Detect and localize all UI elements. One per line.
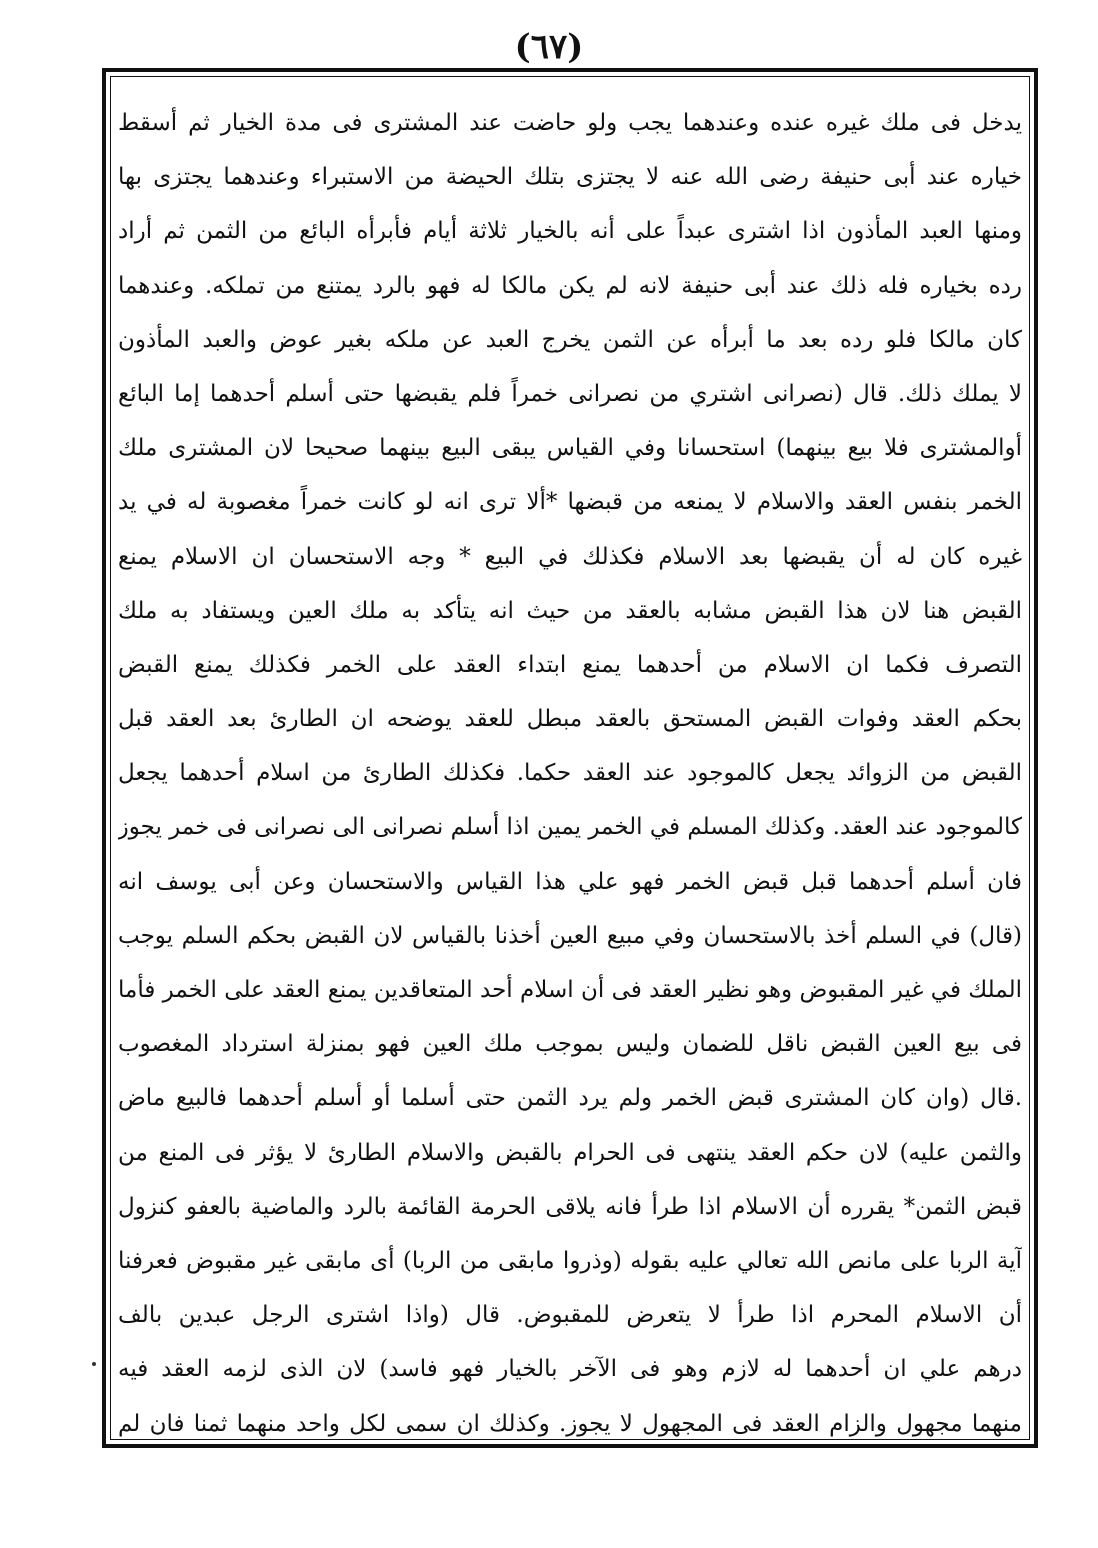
page-number: (٦٧) [514,27,584,67]
text-line: الخمر بنفس العقد والاسلام لا يمنعه من قبضها *ألا ترى انه لو كانت خمراً مغصوبة له في يد [118,489,1022,516]
text-line: (قال) في السلم أخذ بالاستحسان وفي مبيع العين أخذنا بالقياس لان القبض بحكم السلم يوجب [118,922,1022,949]
text-line: يدخل فى ملك غيره عنده وعندهما يجب ولو حاضت عند المشترى فى مدة الخيار ثم أسقط [118,110,1022,136]
text-body [118,96,1022,1437]
text-line: آية الربا على مانص الله تعالي عليه بقوله (وذروا مابقى من الربا) أى مابقى غير مقبوض فعرفنا [118,1247,1022,1274]
text-line: منهما مجهول والزام العقد فى المجهول لا يجوز. وكذلك ان سمى لكل واحد منهما ثمنا فان لم [118,1410,1022,1437]
text-line: كان مالكا فلو رده بعد ما أبرأه عن الثمن يخرج العبد عن ملكه بغير عوض والعبد المأذون [118,326,1022,353]
text-line: غيره كان له أن يقبضها بعد الاسلام فكذلك في البيع * وجه الاستحسان ان الاسلام يمنع [118,543,1022,570]
text-line: أن الاسلام المحرم اذا طرأ لا يتعرض للمقبوض. قال (واذا اشترى الرجل عبدين بالف [118,1302,1022,1329]
text-line: والثمن عليه) لان حكم العقد ينتهى فى الحرام بالقبض والاسلام الطارئ لا يؤثر فى المنع من [118,1139,1022,1166]
text-line: بحكم العقد وفوات القبض المستحق بالعقد مبطل للعقد يوضحه ان الطارئ بعد العقد قبل [118,706,1022,733]
text-line: .قال (وان كان المشترى قبض الخمر ولم يرد الثمن حتى أسلما أو أسلم أحدهما فالبيع ماض [118,1085,1022,1112]
text-line: درهم علي ان أحدهما له لازم وهو فى الآخر بالخيار فهو فاسد) لان الذى لزمه العقد فيه [118,1356,1022,1383]
text-line: الملك في غير المقبوض وهو نظير العقد فى أن اسلام أحد المتعاقدين يمنع العقد على الخمر فأما [118,977,1022,1003]
text-line: ومنها العبد المأذون اذا اشترى عبداً على أنه بالخيار ثلاثة أيام فأبرأه البائع من الثمن ثم أراد [118,218,1022,245]
text-line: خياره عند أبى حنيفة رضى الله عنه لا يجتزى بتلك الحيضة من الاستبراء وعندهما يجتزى بها [118,164,1022,191]
scan-speck [92,1362,96,1366]
text-line: القبض من الزوائد يجعل كالموجود عند العقد حكما. فكذلك الطارئ من اسلام أحدهما يجعل [118,760,1022,787]
text-line: التصرف فكما ان الاسلام من أحدهما يمنع ابتداء العقد على الخمر فكذلك يمنع القبض [118,651,1022,678]
text-line: أوالمشترى فلا بيع بينهما) استحسانا وفي القياس يبقى البيع بينهما صحيحا لان المشترى ملك [118,435,1022,462]
text-line: لا يملك ذلك. قال (نصرانى اشتري من نصرانى خمراً فلم يقبضها حتى أسلم أحدهما إما البائع [118,380,1022,407]
text-line: فان أسلم أحدهما قبل قبض الخمر فهو علي هذا القياس والاستحسان وعن أبى يوسف انه [118,868,1022,895]
text-line: قبض الثمن* يقرره أن الاسلام اذا طرأ فانه يلاقى الحرمة القائمة بالرد والماضية بالعفو كنزول [118,1193,1022,1220]
text-line: القبض هنا لان هذا القبض مشابه بالعقد من حيث انه يتأكد به ملك العين ويستفاد به ملك [118,597,1022,624]
text-line: فى بيع العين القبض ناقل للضمان وليس بموجب ملك العين فهو بمنزلة استرداد المغصوب [118,1031,1022,1058]
text-line: كالموجود عند العقد. وكذلك المسلم في الخمر يمين اذا أسلم نصرانى الى نصرانى فى خمر يجوز [118,814,1022,841]
text-line: رده بخياره فله ذلك عند أبى حنيفة لانه لم يكن مالكا له فهو بالرد يمتنع من تملكه. وعندهما [118,272,1022,299]
